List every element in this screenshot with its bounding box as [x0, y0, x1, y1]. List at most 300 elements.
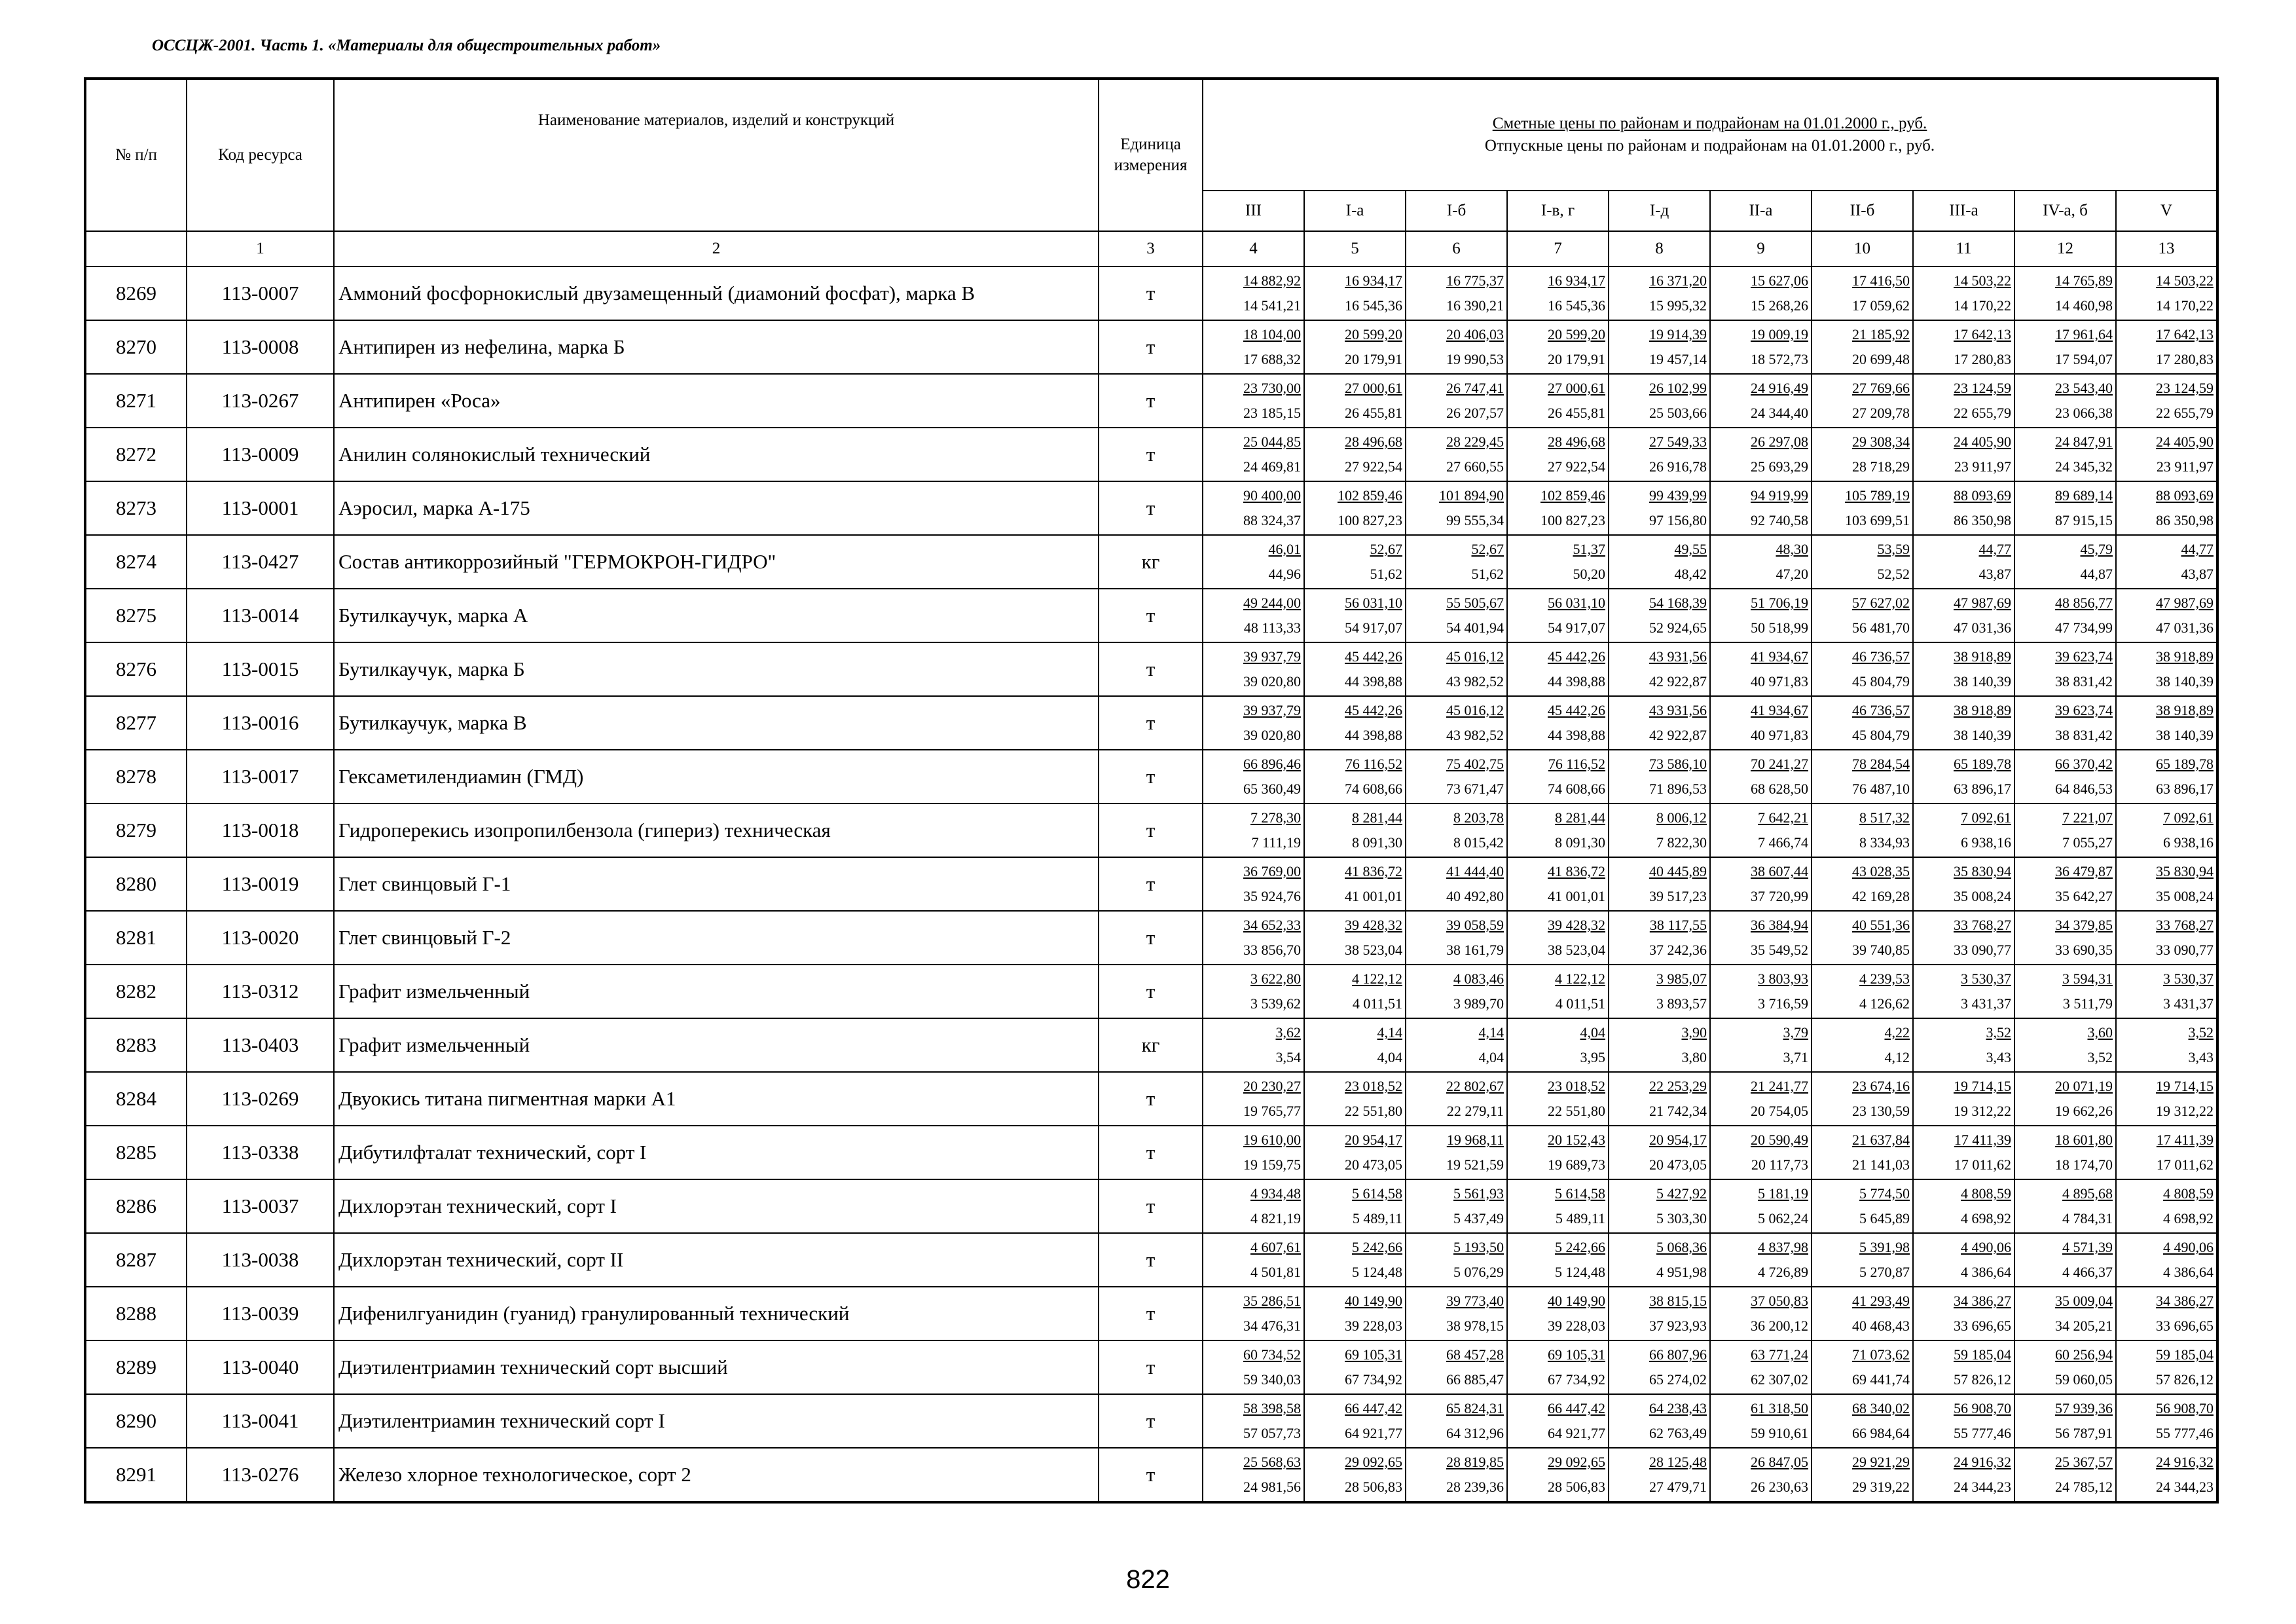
estimate-price: 60 256,94: [2055, 1346, 2113, 1363]
price-cell: [1812, 535, 1913, 589]
row-number: 8284: [85, 1072, 187, 1126]
estimate-price: 39 428,32: [1345, 917, 1402, 933]
estimate-price: 29 092,65: [1345, 1454, 1402, 1470]
price-cell: [1609, 267, 1710, 320]
table-row: [85, 481, 2217, 535]
estimate-price: 43 931,56: [1649, 648, 1707, 665]
estimate-price: 34 379,85: [2055, 917, 2113, 933]
price-cell: [2116, 696, 2217, 750]
estimate-price: 51 706,19: [1751, 595, 1808, 611]
price-cell: [1710, 481, 1812, 535]
price-cell: [2116, 965, 2217, 1018]
price-cell: [1609, 965, 1710, 1018]
price-cell: [1710, 803, 1812, 857]
estimate-price: 22 253,29: [1649, 1078, 1707, 1094]
release-price: 35 924,76: [1243, 888, 1301, 904]
column-number: 9: [1710, 231, 1812, 267]
estimate-price: 20 599,20: [1345, 326, 1402, 342]
row-number: 8275: [85, 589, 187, 642]
price-cell: [1406, 374, 1507, 428]
release-price: 34 476,31: [1243, 1318, 1301, 1334]
release-price: 14 170,22: [2156, 297, 2214, 314]
release-price: 69 441,74: [1852, 1371, 1910, 1388]
release-price: 20 179,91: [1548, 351, 1605, 367]
estimate-price: 14 882,92: [1243, 272, 1301, 289]
price-cell: [1304, 965, 1406, 1018]
resource-code: 113-0009: [187, 428, 334, 481]
resource-code: 113-0041: [187, 1394, 334, 1448]
release-price: 40 468,43: [1852, 1318, 1910, 1334]
release-price: 33 696,65: [1954, 1318, 2011, 1334]
estimate-price: 18 104,00: [1243, 326, 1301, 342]
price-cell: [1913, 642, 2014, 696]
price-cell: [1507, 1018, 1609, 1072]
estimate-price: 4 122,12: [1352, 970, 1402, 987]
price-cell: [1913, 1018, 2014, 1072]
material-name: Гексаметилендиамин (ГМД): [334, 750, 1099, 803]
region-header: III: [1203, 191, 1304, 231]
price-cell: [2014, 320, 2116, 374]
estimate-price: 15 627,06: [1751, 272, 1808, 289]
price-cell: [1507, 1287, 1609, 1340]
column-number: 8: [1609, 231, 1710, 267]
estimate-price: 58 398,58: [1243, 1400, 1301, 1416]
release-price: 33 090,77: [1954, 942, 2011, 958]
price-cell: [2014, 1179, 2116, 1233]
estimate-price: 23 124,59: [1954, 380, 2011, 396]
estimate-price: 27 769,66: [1852, 380, 1910, 396]
estimate-price: 75 402,75: [1446, 756, 1504, 772]
price-cell: [1710, 1448, 1812, 1502]
release-price: 66 885,47: [1446, 1371, 1504, 1388]
estimate-price: 76 116,52: [1548, 756, 1605, 772]
estimate-price: 4,14: [1377, 1024, 1402, 1041]
region-header: IV-a, б: [2014, 191, 2116, 231]
estimate-price: 45 016,12: [1446, 648, 1504, 665]
estimate-price: 38 918,89: [2156, 702, 2214, 718]
table-row: [85, 857, 2217, 911]
release-price: 3 431,37: [1961, 995, 2011, 1012]
estimate-price: 26 747,41: [1446, 380, 1504, 396]
estimate-price: 39 623,74: [2055, 702, 2113, 718]
estimate-price: 4 837,98: [1758, 1239, 1808, 1255]
release-price: 42 922,87: [1649, 673, 1707, 690]
unit-of-measure: т: [1099, 589, 1203, 642]
price-cell: [1609, 642, 1710, 696]
unit-of-measure: т: [1099, 642, 1203, 696]
release-price: 19 312,22: [2156, 1103, 2214, 1119]
region-header: I-a: [1304, 191, 1406, 231]
price-cell: [1609, 320, 1710, 374]
resource-code: 113-0017: [187, 750, 334, 803]
estimate-price: 25 568,63: [1243, 1454, 1301, 1470]
estimate-price: 3,60: [2087, 1024, 2113, 1041]
resource-code: 113-0007: [187, 267, 334, 320]
release-price: 28 506,83: [1548, 1479, 1605, 1495]
release-price: 100 827,23: [1338, 512, 1402, 528]
release-price: 47 031,36: [1954, 619, 2011, 636]
header-unit: Единица измерения: [1099, 79, 1203, 231]
estimate-price: 27 000,61: [1345, 380, 1402, 396]
release-price: 16 545,36: [1548, 297, 1605, 314]
material-name: Аэросил, марка А-175: [334, 481, 1099, 535]
release-price: 26 207,57: [1446, 405, 1504, 421]
estimate-price: 19 714,15: [2156, 1078, 2214, 1094]
estimate-price: 49,55: [1674, 541, 1707, 557]
release-price: 25 693,29: [1751, 458, 1808, 475]
price-cell: [1710, 1126, 1812, 1179]
material-name: Бутилкаучук, марка А: [334, 589, 1099, 642]
price-cell: [1507, 1394, 1609, 1448]
estimate-price: 5 391,98: [1859, 1239, 1910, 1255]
estimate-price: 55 505,67: [1446, 595, 1504, 611]
release-price: 67 734,92: [1548, 1371, 1605, 1388]
release-price: 16 545,36: [1345, 297, 1402, 314]
price-cell: [1406, 911, 1507, 965]
price-cell: [1304, 750, 1406, 803]
release-price: 3,43: [1986, 1049, 2011, 1065]
release-price: 42 922,87: [1649, 727, 1707, 743]
release-price: 24 344,23: [1954, 1479, 2011, 1495]
release-price: 17 688,32: [1243, 351, 1301, 367]
price-cell: [1812, 1340, 1913, 1394]
region-header: V: [2116, 191, 2217, 231]
price-cell: [1913, 1340, 2014, 1394]
price-cell: [1304, 642, 1406, 696]
unit-of-measure: т: [1099, 1448, 1203, 1502]
estimate-price: 102 859,46: [1540, 487, 1605, 504]
estimate-price: 38 117,55: [1649, 917, 1707, 933]
row-number: 8273: [85, 481, 187, 535]
estimate-price: 20 071,19: [2055, 1078, 2113, 1094]
table-row: [85, 320, 2217, 374]
estimate-price: 8 006,12: [1656, 809, 1707, 826]
release-price: 3,71: [1783, 1049, 1808, 1065]
release-price: 41 001,01: [1345, 888, 1402, 904]
table-row: [85, 589, 2217, 642]
estimate-price: 41 934,67: [1751, 702, 1808, 718]
release-price: 39 740,85: [1852, 942, 1910, 958]
release-price: 62 763,49: [1649, 1425, 1707, 1441]
release-price: 4 386,64: [1961, 1264, 2011, 1280]
release-price: 4 466,37: [2062, 1264, 2113, 1280]
price-cell: [1812, 1287, 1913, 1340]
price-cell: [1507, 374, 1609, 428]
price-cell: [1203, 1072, 1304, 1126]
release-price: 35 008,24: [1954, 888, 2011, 904]
estimate-price: 5 614,58: [1352, 1185, 1402, 1202]
material-name: Диэтилентриамин технический сорт высший: [334, 1340, 1099, 1394]
unit-of-measure: т: [1099, 320, 1203, 374]
price-cell: [1203, 1448, 1304, 1502]
estimate-price: 44,77: [1978, 541, 2011, 557]
header-release-prices: Отпускные цены по районам и подрайонам на 01.01.2000 г., руб.: [1484, 137, 1935, 155]
price-cell: [1203, 1233, 1304, 1287]
row-number: 8272: [85, 428, 187, 481]
estimate-price: 8 281,44: [1352, 809, 1402, 826]
estimate-price: 5 242,66: [1352, 1239, 1402, 1255]
release-price: 24 469,81: [1243, 458, 1301, 475]
estimate-price: 3,79: [1783, 1024, 1808, 1041]
unit-of-measure: т: [1099, 1233, 1203, 1287]
price-cell: [1812, 481, 1913, 535]
price-cell: [1406, 1233, 1507, 1287]
estimate-price: 20 954,17: [1649, 1132, 1707, 1148]
release-price: 4,04: [1377, 1049, 1402, 1065]
row-number: 8269: [85, 267, 187, 320]
unit-of-measure: т: [1099, 1179, 1203, 1233]
estimate-price: 4 490,06: [2163, 1239, 2214, 1255]
price-cell: [2116, 803, 2217, 857]
estimate-price: 5 561,93: [1453, 1185, 1504, 1202]
estimate-price: 19 968,11: [1446, 1132, 1504, 1148]
release-price: 3 716,59: [1758, 995, 1808, 1012]
row-number: 8277: [85, 696, 187, 750]
price-cell: [1304, 589, 1406, 642]
price-cell: [1406, 535, 1507, 589]
estimate-price: 46,01: [1268, 541, 1301, 557]
price-cell: [2116, 1448, 2217, 1502]
price-cell: [1406, 696, 1507, 750]
release-price: 99 555,34: [1446, 512, 1504, 528]
release-price: 88 324,37: [1243, 512, 1301, 528]
material-name: Анилин солянокислый технический: [334, 428, 1099, 481]
price-cell: [1507, 857, 1609, 911]
table-row: [85, 1448, 2217, 1502]
release-price: 3,54: [1275, 1049, 1301, 1065]
estimate-price: 17 961,64: [2055, 326, 2113, 342]
estimate-price: 3,90: [1681, 1024, 1707, 1041]
release-price: 63 896,17: [1954, 781, 2011, 797]
estimate-price: 56 031,10: [1548, 595, 1605, 611]
release-price: 56 481,70: [1852, 619, 1910, 636]
price-cell: [2116, 1126, 2217, 1179]
release-price: 19 662,26: [2055, 1103, 2113, 1119]
price-cell: [1507, 696, 1609, 750]
price-cell: [1812, 1072, 1913, 1126]
material-name: Гидроперекись изопропилбензола (гипериз) техническая: [334, 803, 1099, 857]
unit-of-measure: т: [1099, 1126, 1203, 1179]
price-cell: [1812, 911, 1913, 965]
release-price: 38 523,04: [1345, 942, 1402, 958]
release-price: 4 726,89: [1758, 1264, 1808, 1280]
estimate-price: 17 416,50: [1852, 272, 1910, 289]
estimate-price: 4 895,68: [2062, 1185, 2113, 1202]
price-cell: [2116, 320, 2217, 374]
release-price: 7 055,27: [2062, 834, 2113, 851]
release-price: 4 011,51: [1555, 995, 1605, 1012]
column-number: 6: [1406, 231, 1507, 267]
price-cell: [1507, 911, 1609, 965]
resource-code: 113-0037: [187, 1179, 334, 1233]
estimate-price: 60 734,52: [1243, 1346, 1301, 1363]
price-cell: [1812, 1448, 1913, 1502]
estimate-price: 28 229,45: [1446, 434, 1504, 450]
estimate-price: 5 614,58: [1555, 1185, 1605, 1202]
price-cell: [2116, 911, 2217, 965]
price-cell: [1609, 696, 1710, 750]
table-row: [85, 750, 2217, 803]
estimate-price: 4 239,53: [1859, 970, 1910, 987]
estimate-price: 90 400,00: [1243, 487, 1301, 504]
estimate-price: 3 530,37: [2163, 970, 2214, 987]
price-cell: [1812, 1018, 1913, 1072]
price-cell: [1812, 1233, 1913, 1287]
estimate-price: 20 152,43: [1548, 1132, 1605, 1148]
estimate-price: 40 149,90: [1548, 1293, 1605, 1309]
estimate-price: 40 149,90: [1345, 1293, 1402, 1309]
table-row: [85, 374, 2217, 428]
estimate-price: 16 934,17: [1548, 272, 1605, 289]
price-cell: [1203, 535, 1304, 589]
release-price: 20 179,91: [1345, 351, 1402, 367]
region-header: II-б: [1812, 191, 1913, 231]
price-cell: [1609, 1394, 1710, 1448]
estimate-price: 3,52: [1986, 1024, 2011, 1041]
price-cell: [1609, 428, 1710, 481]
price-cell: [2116, 1340, 2217, 1394]
price-cell: [1812, 696, 1913, 750]
price-cell: [2014, 965, 2116, 1018]
release-price: 54 917,07: [1548, 619, 1605, 636]
estimate-price: 39 773,40: [1446, 1293, 1504, 1309]
price-cell: [1913, 1394, 2014, 1448]
release-price: 35 642,27: [2055, 888, 2113, 904]
price-cell: [2014, 1126, 2116, 1179]
table-row: [85, 535, 2217, 589]
price-cell: [2014, 696, 2116, 750]
price-cell: [1913, 374, 2014, 428]
estimate-price: 54 168,39: [1649, 595, 1707, 611]
release-price: 71 896,53: [1649, 781, 1707, 797]
price-cell: [1913, 965, 2014, 1018]
price-cell: [1507, 1072, 1609, 1126]
price-cell: [1609, 1233, 1710, 1287]
row-number: 8274: [85, 535, 187, 589]
release-price: 14 460,98: [2055, 297, 2113, 314]
estimate-price: 22 802,67: [1446, 1078, 1504, 1094]
release-price: 22 279,11: [1446, 1103, 1504, 1119]
price-cell: [1609, 803, 1710, 857]
estimate-price: 71 073,62: [1852, 1346, 1910, 1363]
release-price: 40 971,83: [1751, 673, 1808, 690]
estimate-price: 41 836,72: [1345, 863, 1402, 879]
release-price: 26 230,63: [1751, 1479, 1808, 1495]
unit-of-measure: кг: [1099, 1018, 1203, 1072]
price-cell: [1406, 1072, 1507, 1126]
price-cell: [1812, 1126, 1913, 1179]
estimate-price: 3 985,07: [1656, 970, 1707, 987]
estimate-price: 57 939,36: [2055, 1400, 2113, 1416]
material-name: Дибутилфталат технический, сорт I: [334, 1126, 1099, 1179]
release-price: 6 938,16: [2163, 834, 2214, 851]
estimate-price: 45,79: [2080, 541, 2113, 557]
estimate-price: 35 830,94: [1954, 863, 2011, 879]
price-cell: [1304, 374, 1406, 428]
estimate-price: 20 406,03: [1446, 326, 1504, 342]
price-cell: [1609, 1340, 1710, 1394]
release-price: 17 280,83: [2156, 351, 2214, 367]
resource-code: 113-0019: [187, 857, 334, 911]
release-price: 33 856,70: [1243, 942, 1301, 958]
estimate-price: 7 221,07: [2062, 809, 2113, 826]
price-cell: [1913, 1233, 2014, 1287]
release-price: 65 274,02: [1649, 1371, 1707, 1388]
price-cell: [1609, 374, 1710, 428]
estimate-price: 61 318,50: [1751, 1400, 1808, 1416]
estimate-price: 88 093,69: [2156, 487, 2214, 504]
price-cell: [1203, 320, 1304, 374]
price-cell: [1507, 1340, 1609, 1394]
estimate-price: 25 044,85: [1243, 434, 1301, 450]
price-cell: [1812, 374, 1913, 428]
price-cell: [1913, 1072, 2014, 1126]
estimate-price: 66 370,42: [2055, 756, 2113, 772]
release-price: 7 822,30: [1656, 834, 1707, 851]
page-number: 822: [1126, 1565, 1170, 1594]
estimate-price: 33 768,27: [2156, 917, 2214, 933]
estimate-price: 4 571,39: [2062, 1239, 2113, 1255]
row-number: 8279: [85, 803, 187, 857]
release-price: 44 398,88: [1345, 727, 1402, 743]
release-price: 15 995,32: [1649, 297, 1707, 314]
estimate-price: 23 674,16: [1852, 1078, 1910, 1094]
material-name: Бутилкаучук, марка Б: [334, 642, 1099, 696]
release-price: 47,20: [1776, 566, 1808, 582]
release-price: 3,43: [2188, 1049, 2214, 1065]
price-cell: [1609, 1179, 1710, 1233]
price-cell: [1406, 1179, 1507, 1233]
release-price: 14 170,22: [1954, 297, 2011, 314]
price-cell: [1812, 1394, 1913, 1448]
price-cell: [2014, 481, 2116, 535]
estimate-price: 78 284,54: [1852, 756, 1910, 772]
estimate-price: 23 018,52: [1548, 1078, 1605, 1094]
estimate-price: 3 803,93: [1758, 970, 1808, 987]
estimate-price: 29 308,34: [1852, 434, 1910, 450]
release-price: 64 921,77: [1548, 1425, 1605, 1441]
row-number: 8280: [85, 857, 187, 911]
resource-code: 113-0040: [187, 1340, 334, 1394]
estimate-price: 7 278,30: [1250, 809, 1301, 826]
release-price: 24 981,56: [1243, 1479, 1301, 1495]
unit-of-measure: т: [1099, 1340, 1203, 1394]
price-cell: [1203, 911, 1304, 965]
resource-code: 113-0038: [187, 1233, 334, 1287]
price-cell: [2116, 750, 2217, 803]
price-cell: [2116, 1179, 2217, 1233]
table-body: [85, 267, 2217, 1502]
resource-code: 113-0338: [187, 1126, 334, 1179]
region-header: I-в, г: [1507, 191, 1609, 231]
price-cell: [1609, 857, 1710, 911]
price-cell: [2014, 1448, 2116, 1502]
estimate-price: 26 297,08: [1751, 434, 1808, 450]
price-cell: [1913, 481, 2014, 535]
price-cell: [1406, 750, 1507, 803]
release-price: 16 390,21: [1446, 297, 1504, 314]
estimate-price: 4 808,59: [1961, 1185, 2011, 1202]
estimate-price: 65 824,31: [1446, 1400, 1504, 1416]
release-price: 8 091,30: [1352, 834, 1402, 851]
price-cell: [1710, 589, 1812, 642]
estimate-price: 4,14: [1478, 1024, 1504, 1041]
release-price: 4 951,98: [1656, 1264, 1707, 1280]
price-cell: [1507, 1448, 1609, 1502]
estimate-price: 38 607,44: [1751, 863, 1808, 879]
estimate-price: 48 856,77: [2055, 595, 2113, 611]
release-price: 27 660,55: [1446, 458, 1504, 475]
